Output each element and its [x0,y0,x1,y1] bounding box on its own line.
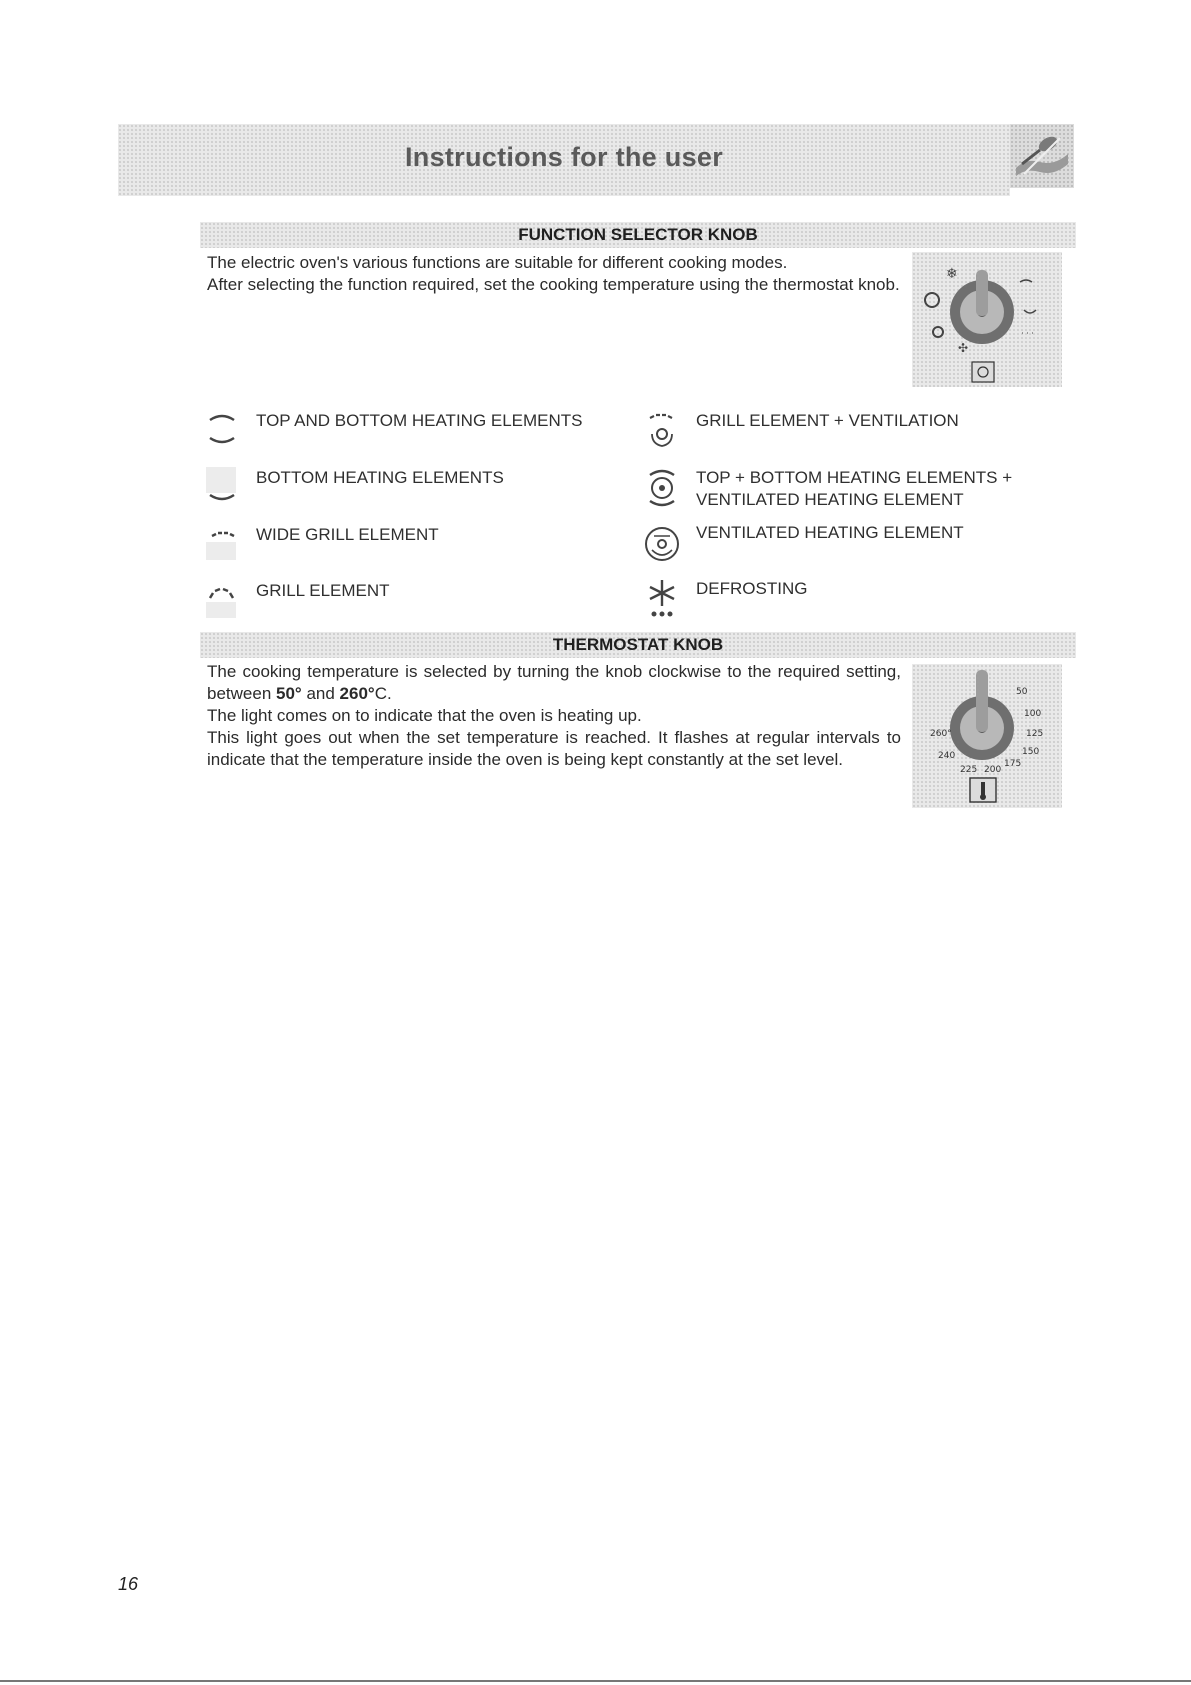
dial-mark: 175 [1004,759,1022,769]
function-label: TOP AND BOTTOM HEATING ELEMENTS [256,411,583,430]
wide-grill-icon [200,522,244,566]
thermostat-text [207,661,901,771]
function-label-line-1: TOP + BOTTOM HEATING ELEMENTS + [696,468,1013,487]
dial-mark: 150 [1022,747,1040,757]
defrost-icon [640,576,684,620]
function-label-line-2: VENTILATED HEATING ELEMENT [696,490,964,509]
chef-logo-icon [1010,124,1074,188]
temp-max: 260° [339,684,375,703]
page-number: 16 [118,1574,139,1594]
temp-min: 50° [276,684,302,703]
dial-mark: 260° [930,729,952,739]
function-selector-heading: FUNCTION SELECTOR KNOB [518,225,758,244]
thermostat-heading: THERMOSTAT KNOB [552,635,724,654]
function-selector-heading-bar [200,222,1076,248]
function-label: VENTILATED HEATING ELEMENT [696,523,964,542]
thermostat-heading-bar [200,632,1076,658]
function-selector-line-1: The electric oven's various functions are suitable for different cooking modes. [207,253,788,272]
function-label: WIDE GRILL ELEMENT [256,525,439,544]
thermostat-line-3: This light goes out when the set temperature is reached. It flashes at regular intervals to indicate that the temperature inside the oven is being kept constantly at the set level. [207,728,901,769]
thermostat-knob-illustration [912,664,1062,808]
function-selector-text [207,252,901,296]
header-band [118,124,1010,196]
svg-text:❄: ❄ [946,266,958,282]
dial-mark: 200 [984,765,1002,775]
svg-text:✣: ✣ [958,341,969,355]
thermostat-line-2: The light comes on to indicate that the oven is heating up. [207,706,642,725]
grill-ventilation-icon [640,408,684,452]
function-label: GRILL ELEMENT + VENTILATION [696,411,959,430]
function-selector-knob-illustration [912,252,1062,387]
grill-icon [200,578,244,622]
dial-mark: 50 [1016,687,1028,697]
fan-heating-icon [640,520,684,564]
dial-mark: 125 [1026,729,1044,739]
function-label: GRILL ELEMENT [256,581,390,600]
thermostat-line-1: The cooking temperature is selected by turning the knob clockwise to the required setting, between 50° and 260°C. [207,662,901,703]
dial-mark: 100 [1024,709,1042,719]
top-bottom-fan-icon [640,465,684,509]
function-label: DEFROSTING [696,579,808,598]
dial-mark: 225 [960,765,978,775]
function-selector-line-2: After selecting the function required, set the cooking temperature using the thermostat knob. [207,275,900,294]
svg-text:˙˙˙: ˙˙˙ [1020,332,1035,343]
page-title: Instructions for the user [404,142,724,172]
function-label: BOTTOM HEATING ELEMENTS [256,468,504,487]
dial-mark: 240 [938,751,956,761]
top-bottom-heating-icon [200,408,244,452]
bottom-heating-icon [200,465,244,509]
bottom-rule [0,1680,1191,1682]
